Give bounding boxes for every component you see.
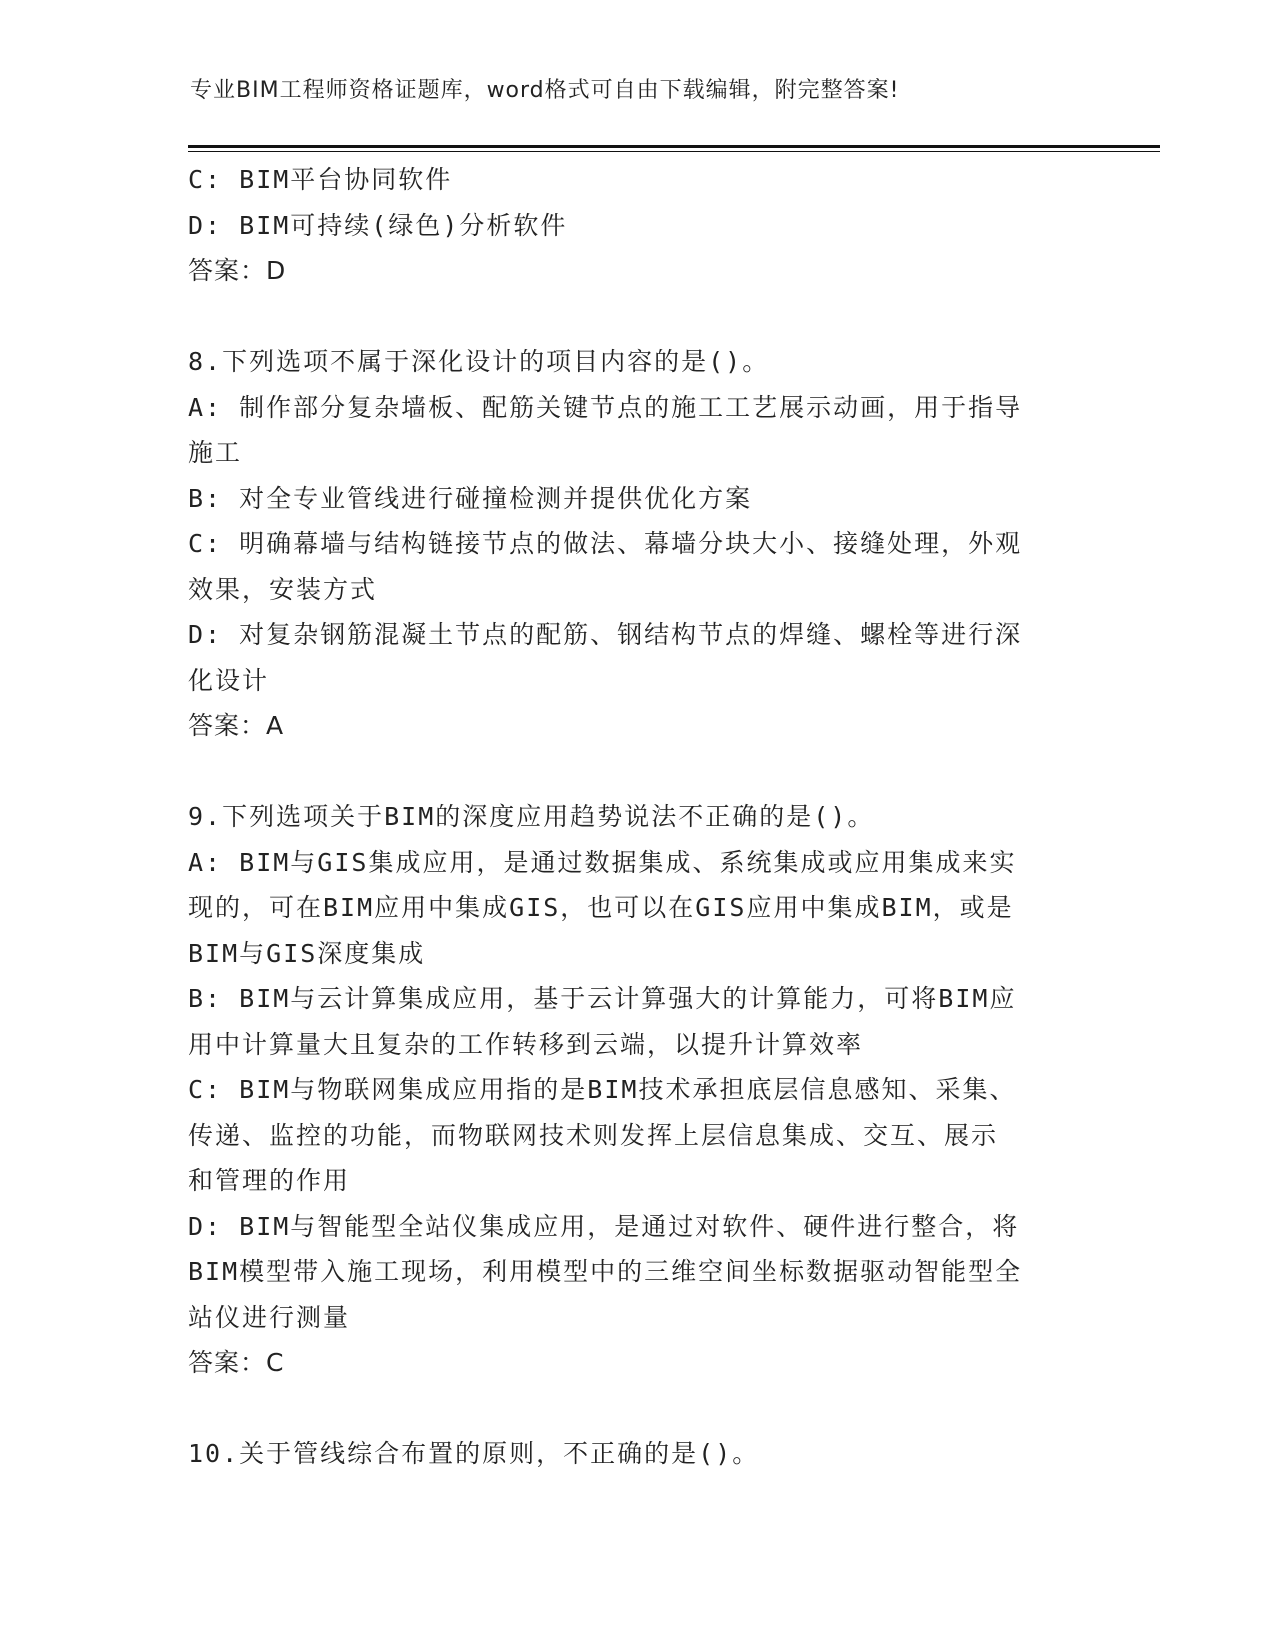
question-line: A: BIM与GIS集成应用，是通过数据集成、系统集成或应用集成来实 — [188, 847, 1017, 877]
question-line: C: 明确幕墙与结构链接节点的做法、幕墙分块大小、接缝处理，外观 — [188, 529, 1023, 558]
question-block — [188, 157, 1088, 294]
question-line: 站仪进行测量 — [188, 1302, 351, 1332]
page-header: 专业BIM工程师资格证题库，word格式可自由下载编辑，附完整答案! — [190, 78, 900, 103]
question-line: D: 对复杂钢筋混凝土节点的配筋、钢结构节点的焊缝、螺栓等进行深 — [188, 620, 1023, 649]
question-line: 和管理的作用 — [188, 1166, 351, 1195]
answer-line: 答案：D — [188, 256, 287, 285]
question-line: B: 对全专业管线进行碰撞检测并提供优化方案 — [188, 483, 753, 513]
block-spacer — [188, 1386, 1088, 1432]
question-line: 8.下列选项不属于深化设计的项目内容的是()。 — [188, 347, 770, 376]
question-line: 化设计 — [188, 665, 270, 695]
block-spacer — [188, 749, 1088, 795]
answer-line: 答案：C — [188, 1348, 285, 1377]
question-line: 9.下列选项关于BIM的深度应用趋势说法不正确的是()。 — [188, 802, 875, 831]
question-line: D: BIM与智能型全站仪集成应用，是通过对软件、硬件进行整合，将 — [188, 1211, 1020, 1241]
answer-line: 答案：A — [188, 711, 285, 740]
question-block — [188, 794, 1088, 1386]
question-line: BIM模型带入施工现场，利用模型中的三维空间坐标数据驱动智能型全 — [188, 1257, 1023, 1286]
question-line: A: 制作部分复杂墙板、配筋关键节点的施工工艺展示动画，用于指导 — [188, 392, 1023, 422]
question-line: C: BIM与物联网集成应用指的是BIM技术承担底层信息感知、采集、 — [188, 1075, 1017, 1104]
question-line: B: BIM与云计算集成应用，基于云计算强大的计算能力，可将BIM应 — [188, 984, 1017, 1013]
header-divider-thin — [188, 151, 1160, 152]
question-block — [188, 1431, 1088, 1477]
block-spacer — [188, 294, 1088, 340]
question-line: 10.关于管线综合布置的原则，不正确的是()。 — [188, 1439, 760, 1468]
question-line: 现的，可在BIM应用中集成GIS，也可以在GIS应用中集成BIM，或是 — [188, 893, 1014, 922]
question-line: D: BIM可持续(绿色)分析软件 — [188, 210, 568, 240]
question-line: C: BIM平台协同软件 — [188, 165, 453, 194]
question-content — [188, 157, 1088, 1477]
question-line: 用中计算量大且复杂的工作转移到云端，以提升计算效率 — [188, 1029, 864, 1059]
question-line: 传递、监控的功能，而物联网技术则发挥上层信息集成、交互、展示 — [188, 1120, 999, 1150]
header-divider — [188, 145, 1160, 148]
question-line: BIM与GIS深度集成 — [188, 938, 426, 968]
question-line: 施工 — [188, 438, 243, 467]
question-line: 效果，安装方式 — [188, 574, 378, 604]
question-block — [188, 339, 1088, 749]
